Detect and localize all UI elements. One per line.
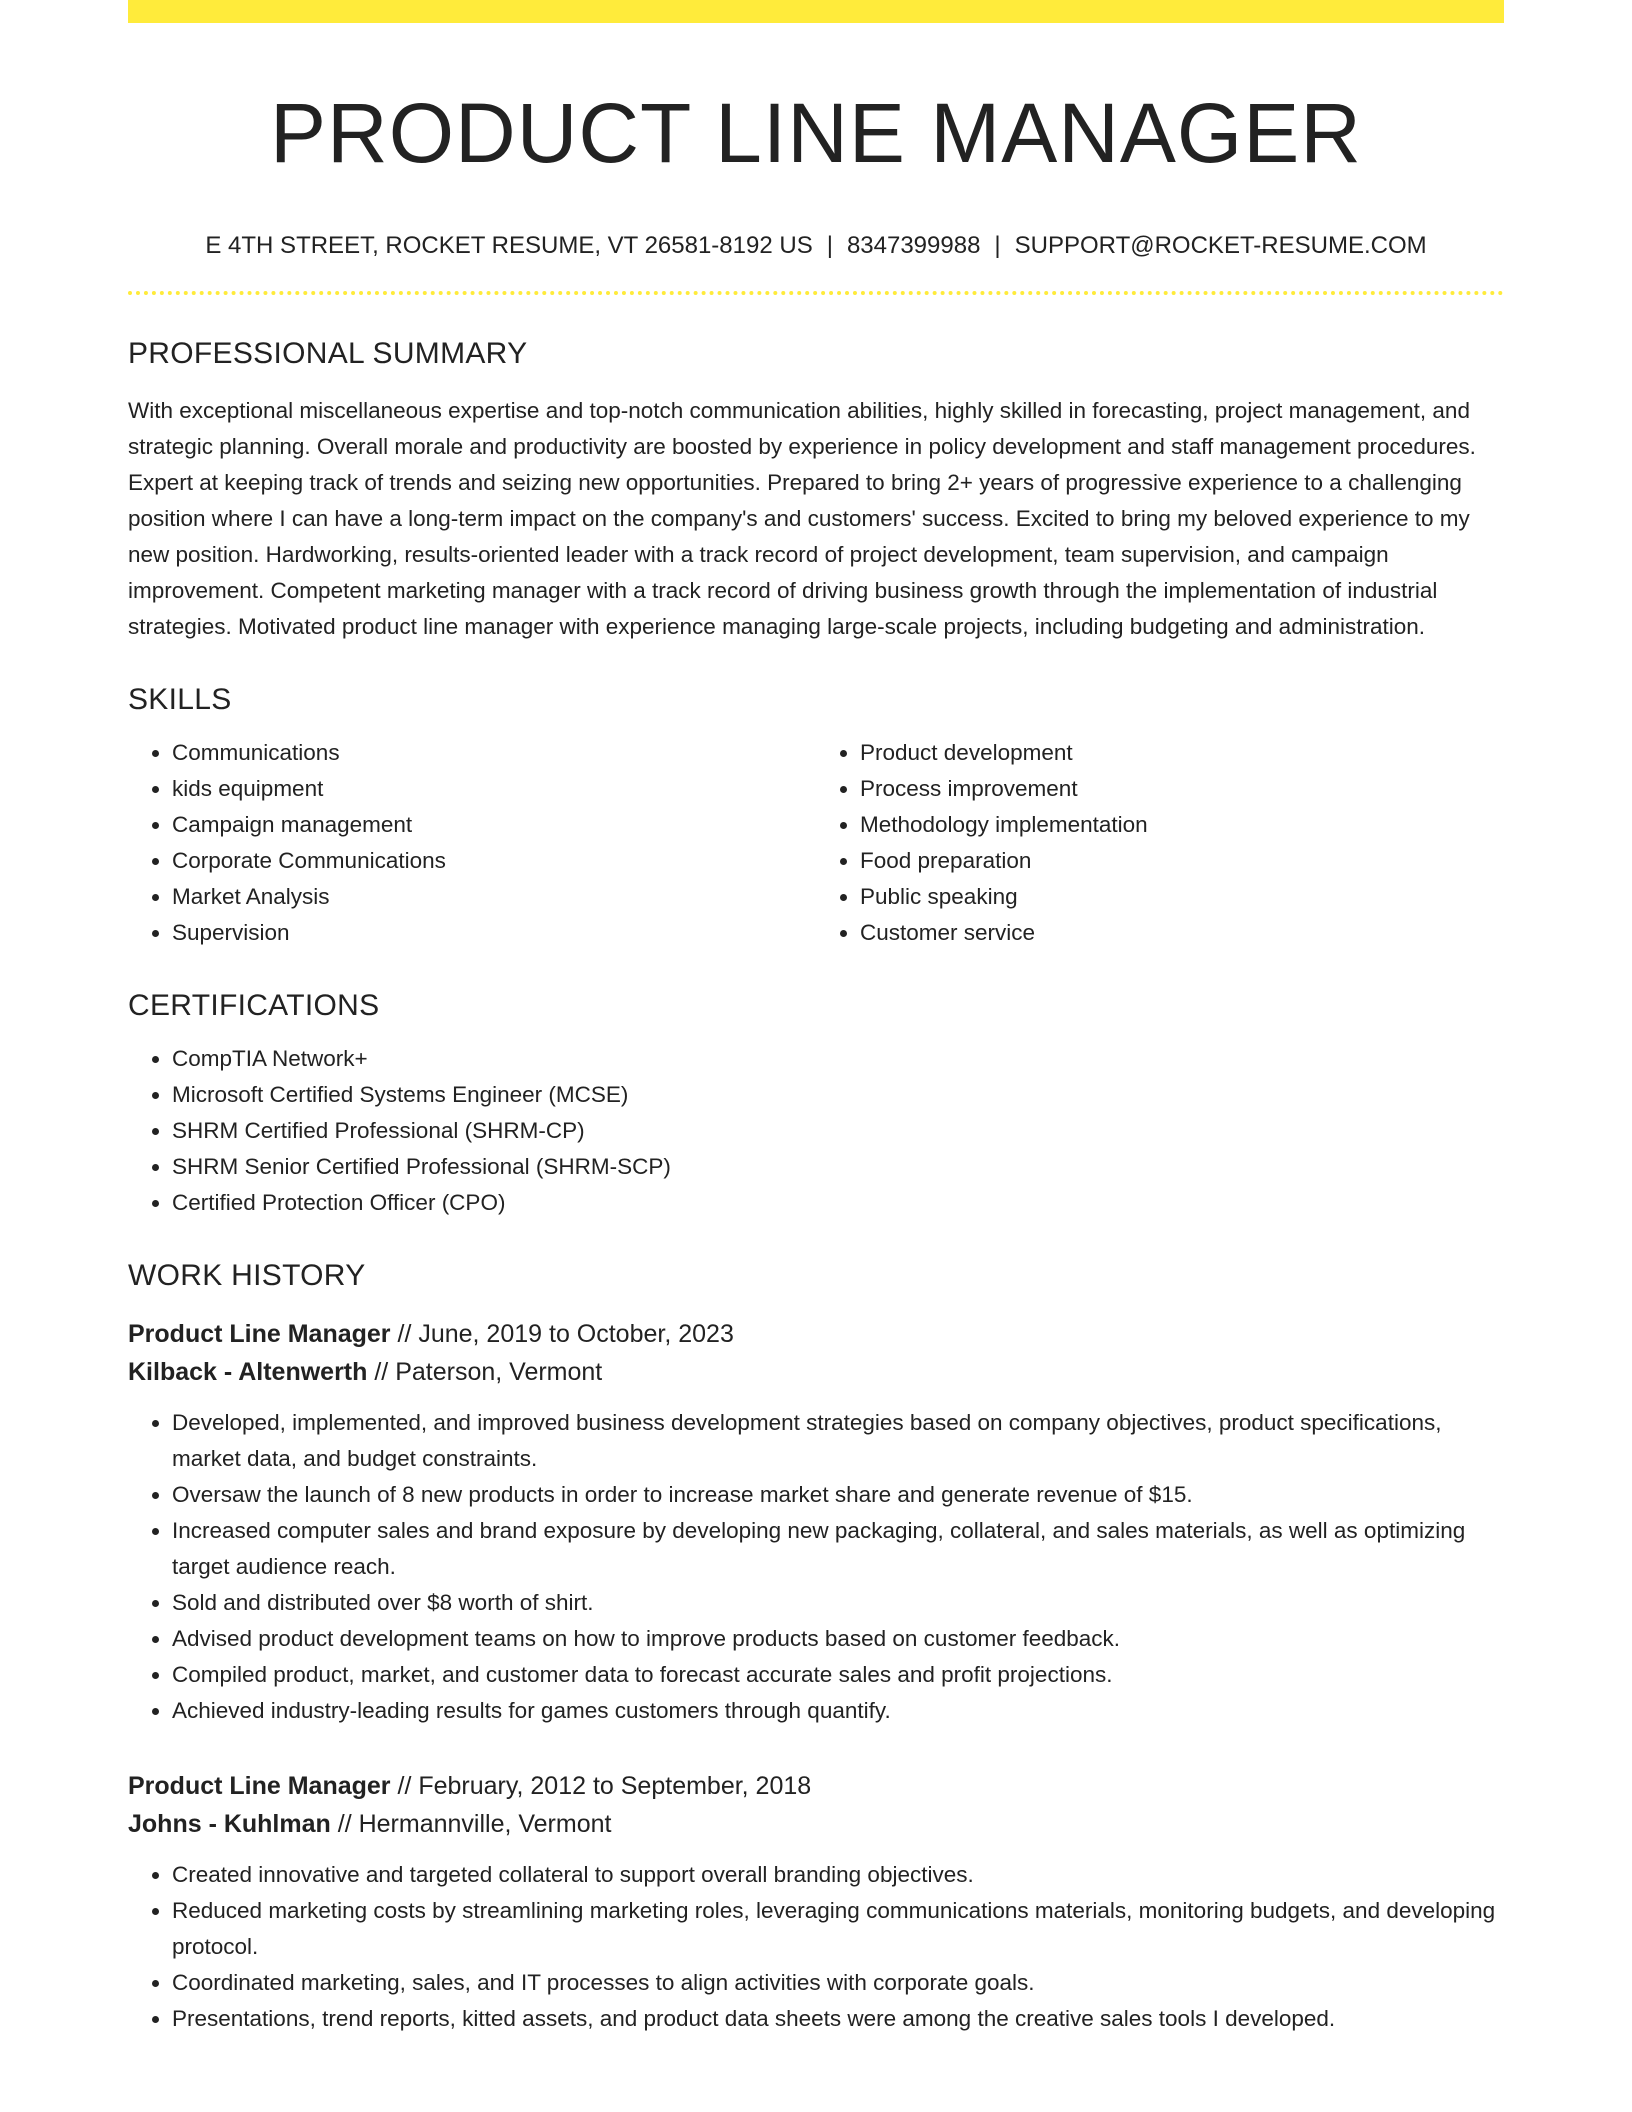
job-role: Product Line Manager (128, 1772, 391, 1800)
certification-item: • CompTIA Network+ (172, 1041, 1504, 1077)
contact-address: E 4TH STREET, ROCKET RESUME, VT 26581-8192 US (205, 232, 813, 259)
resume-page (128, 0, 1504, 2037)
contact-phone: 8347399988 (846, 232, 981, 259)
job-location: // Paterson, Vermont (367, 1358, 603, 1386)
summary-text: With exceptional miscellaneous expertise and top-notch communication abilities, highly skilled in forecasting, project management, and strategic planning. Overall morale and productivity are boosted by experience in policy development and staff management procedures. Expert at keeping track of trends and seizing new opportunities. Prepared to bring 2+ years of progressive experience to a challenging position where I can have a long-term impact on the company's and customers' success. Excited to bring my beloved experience to my new position. Hardworking, results-oriented leader with a track record of project development, team supervision, and campaign improvement. Competent marketing manager with a track record of driving business growth through the implementation of industrial strategies. Motivated product line manager with experience managing large-scale projects, including budgeting and administration. (128, 398, 1476, 639)
skill-item: • Process improvement (860, 771, 1504, 807)
job-company-line (128, 1805, 1504, 1843)
job-bullet: • Compiled product, market, and customer data to forecast accurate sales and profit projections. (172, 1657, 1504, 1693)
job-bullet: • Oversaw the launch of 8 new products in order to increase market share and generate revenue of $15. (172, 1477, 1504, 1513)
job-bullet: • Increased computer sales and brand exposure by developing new packaging, collateral, and sales materials, as well as optimizing target audience reach. (172, 1513, 1504, 1585)
skills-right-list (816, 735, 1504, 951)
skill-item: • Market Analysis (172, 879, 816, 915)
job-bullet: • Coordinated marketing, sales, and IT processes to align activities with corporate goals. (172, 1965, 1504, 2001)
summary-heading: PROFESSIONAL SUMMARY (128, 337, 528, 370)
dotted-divider (128, 291, 1504, 295)
job-bullets (128, 1857, 1504, 2037)
skill-item: • Food preparation (860, 843, 1504, 879)
job-company-line (128, 1353, 1504, 1391)
skills-heading: SKILLS (128, 683, 232, 716)
accent-top-bar (128, 0, 1504, 23)
job-company: Kilback - Altenwerth (128, 1358, 368, 1386)
skills-grid (128, 735, 1504, 951)
skill-item: • kids equipment (172, 771, 816, 807)
skill-item: • Communications (172, 735, 816, 771)
job-bullet: • Presentations, trend reports, kitted assets, and product data sheets were among the creative sales tools I developed. (172, 2001, 1504, 2037)
job-bullet: • Achieved industry-leading results for games customers through quantify. (172, 1693, 1504, 1729)
job-bullet: • Developed, implemented, and improved business development strategies based on company objectives, product specifications, market data, and budget constraints. (172, 1405, 1504, 1477)
job-dates: // February, 2012 to September, 2018 (390, 1772, 812, 1800)
skill-item: • Customer service (860, 915, 1504, 951)
job-role-line (128, 1315, 1504, 1353)
skill-item: • Corporate Communications (172, 843, 816, 879)
job-role: Product Line Manager (128, 1320, 391, 1348)
certification-item: • Certified Protection Officer (CPO) (172, 1185, 1504, 1221)
work-history-heading: WORK HISTORY (128, 1259, 366, 1292)
job-location: // Hermannville, Vermont (330, 1810, 612, 1838)
job-dates: // June, 2019 to October, 2023 (390, 1320, 734, 1348)
candidate-title: PRODUCT LINE MANAGER (270, 86, 1362, 180)
skill-item: • Campaign management (172, 807, 816, 843)
job-bullet: • Created innovative and targeted collateral to support overall branding objectives. (172, 1857, 1504, 1893)
certification-item: • SHRM Certified Professional (SHRM-CP) (172, 1113, 1504, 1149)
certifications-list (128, 1041, 1504, 1221)
job-bullet: • Advised product development teams on how to improve products based on customer feedback. (172, 1621, 1504, 1657)
skill-item: • Methodology implementation (860, 807, 1504, 843)
job-entry (128, 1315, 1504, 1729)
contact-separator: | (994, 232, 1001, 259)
job-entry (128, 1767, 1504, 2037)
job-bullet: • Reduced marketing costs by streamlining marketing roles, leveraging communications materials, monitoring budgets, and developing protocol. (172, 1893, 1504, 1965)
job-role-line (128, 1767, 1504, 1805)
contact-line (128, 229, 1504, 263)
skill-item: • Product development (860, 735, 1504, 771)
contact-email: SUPPORT@ROCKET-RESUME.COM (1014, 232, 1427, 259)
contact-separator: | (826, 232, 833, 259)
certifications-heading: CERTIFICATIONS (128, 989, 380, 1022)
certification-item: • Microsoft Certified Systems Engineer (MCSE) (172, 1077, 1504, 1113)
job-company: Johns - Kuhlman (128, 1810, 331, 1838)
skills-left-list (128, 735, 816, 951)
skill-item: • Public speaking (860, 879, 1504, 915)
certification-item: • SHRM Senior Certified Professional (SHRM-SCP) (172, 1149, 1504, 1185)
job-bullet: • Sold and distributed over $8 worth of shirt. (172, 1585, 1504, 1621)
job-bullets (128, 1405, 1504, 1729)
skill-item: • Supervision (172, 915, 816, 951)
